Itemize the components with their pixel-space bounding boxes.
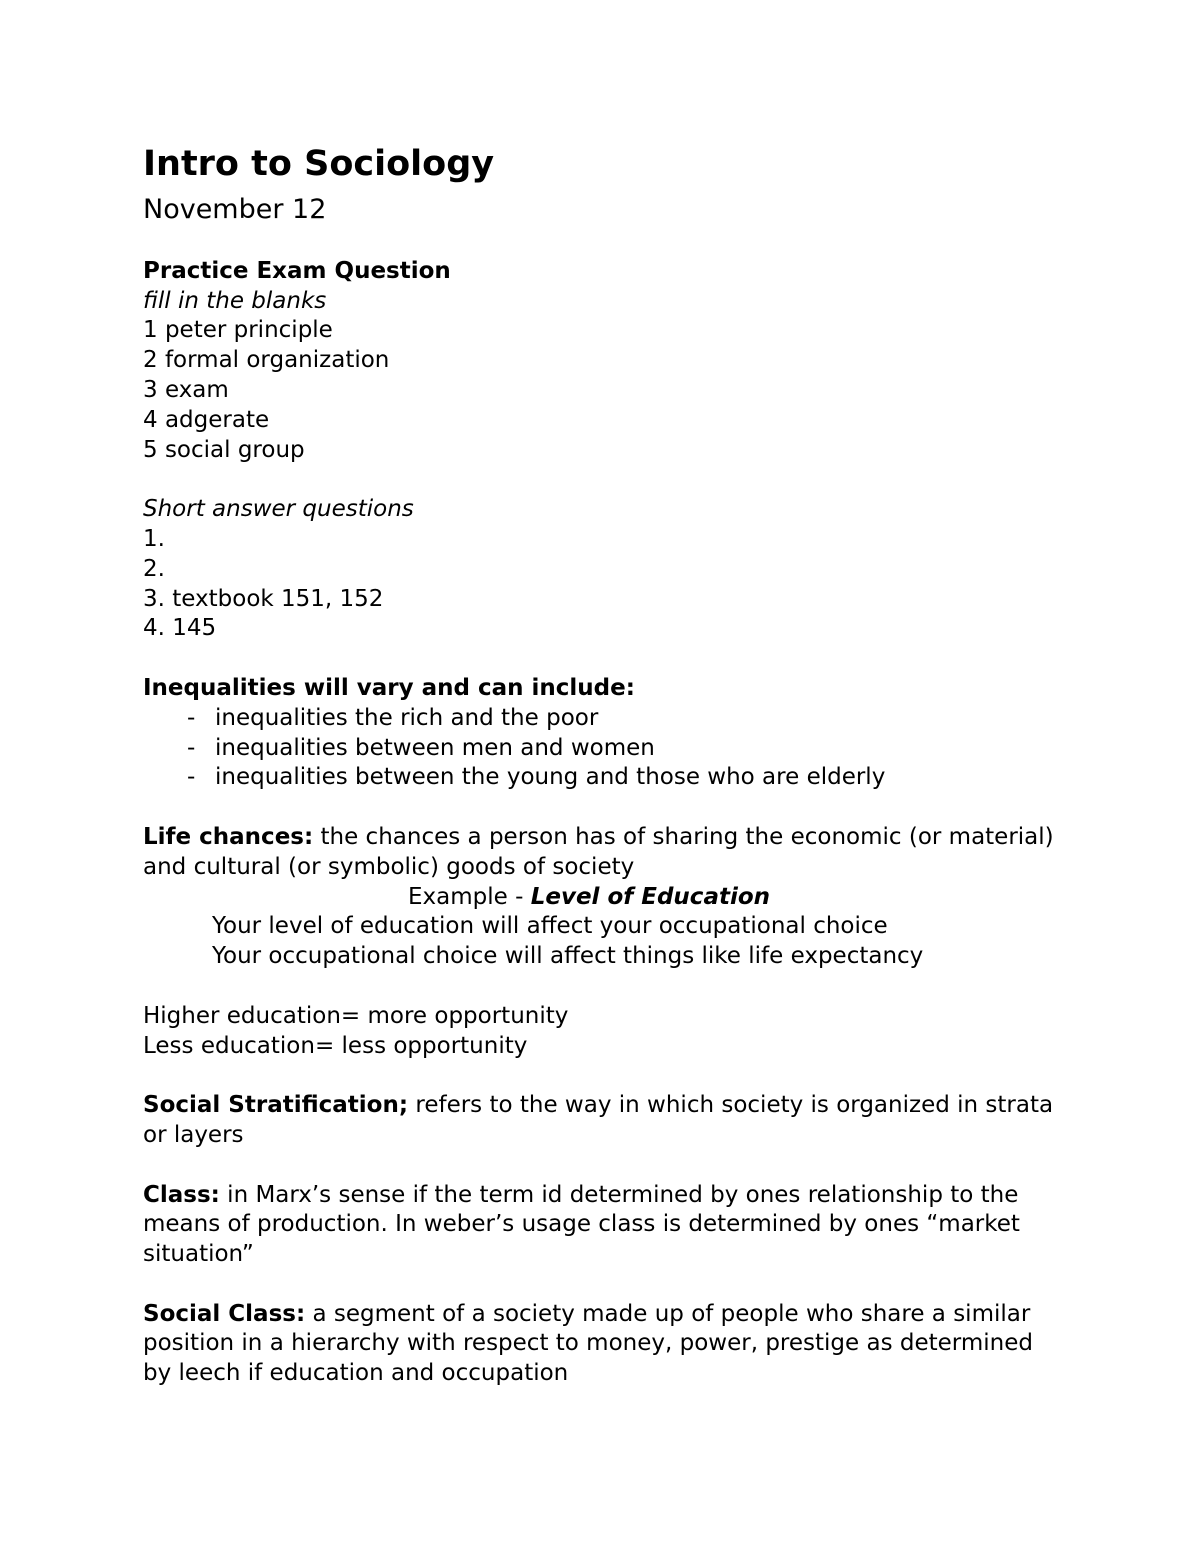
example-title: Level of Education <box>530 883 771 910</box>
list-item: 4. 145 <box>143 615 217 642</box>
short-answer-heading: Short answer questions <box>143 496 414 523</box>
list-item: - inequalities between men and women <box>187 734 1063 764</box>
list-item: 5 social group <box>143 436 305 463</box>
life-chances-definition: the chances a person has of sharing the economic (or material) and cultural (or symbolic) goods of society <box>143 823 1054 880</box>
example-detail: Your level of education will affect your occupational choice <box>212 913 888 940</box>
list-item: 1. <box>143 525 165 552</box>
education-section <box>143 1002 1063 1062</box>
inequalities-list <box>143 704 1063 793</box>
social-class-term: Social Class: <box>143 1300 306 1327</box>
education-line: Higher education= more opportunity <box>143 1002 569 1029</box>
example-line <box>143 883 1063 913</box>
list-item: 1 peter principle <box>143 317 333 344</box>
list-item: 2 formal organization <box>143 347 390 374</box>
inequalities-section <box>143 674 1063 793</box>
education-line: Less education= less opportunity <box>143 1032 528 1059</box>
life-chances-term: Life chances: <box>143 823 314 850</box>
example-prefix: Example - <box>407 883 531 910</box>
social-stratification-definition: refers to the way in which society is organized in strata or layers <box>143 1092 1054 1148</box>
list-item: 4 adgerate <box>143 406 270 433</box>
practice-exam-section <box>143 257 1063 466</box>
example-detail: Your occupational choice will affect things like life expectancy <box>212 943 924 970</box>
list-item: 3 exam <box>143 376 229 403</box>
social-class-definition: a segment of a society made up of people who share a similar position in a hierarchy with respect to money, power, prestige as determined by leech if education and occupation <box>143 1300 1033 1387</box>
page-title: Intro to Sociology <box>143 144 495 184</box>
document-date: November 12 <box>143 194 327 225</box>
practice-exam-subheading: fill in the blanks <box>143 287 327 314</box>
class-paragraph <box>143 1181 1063 1270</box>
list-item: 2. <box>143 555 165 582</box>
list-item: 3. textbook 151, 152 <box>143 585 384 612</box>
list-item: - inequalities the rich and the poor <box>187 704 1063 734</box>
life-chances-section <box>143 823 1063 972</box>
list-item: - inequalities between the young and those who are elderly <box>187 763 1063 793</box>
inequalities-heading: Inequalities will vary and can include: <box>143 674 635 701</box>
class-term: Class: <box>143 1181 220 1208</box>
practice-exam-heading: Practice Exam Question <box>143 257 451 284</box>
life-chances-paragraph <box>143 823 1063 883</box>
document-page <box>143 143 1063 1389</box>
social-class-paragraph <box>143 1300 1063 1389</box>
short-answer-section <box>143 495 1063 644</box>
class-definition: in Marx’s sense if the term id determined by ones relationship to the means of production. In weber’s usage class is determined by ones “market situation” <box>143 1181 1020 1268</box>
social-stratification-paragraph <box>143 1091 1063 1151</box>
social-stratification-term: Social Stratification; <box>143 1092 409 1119</box>
